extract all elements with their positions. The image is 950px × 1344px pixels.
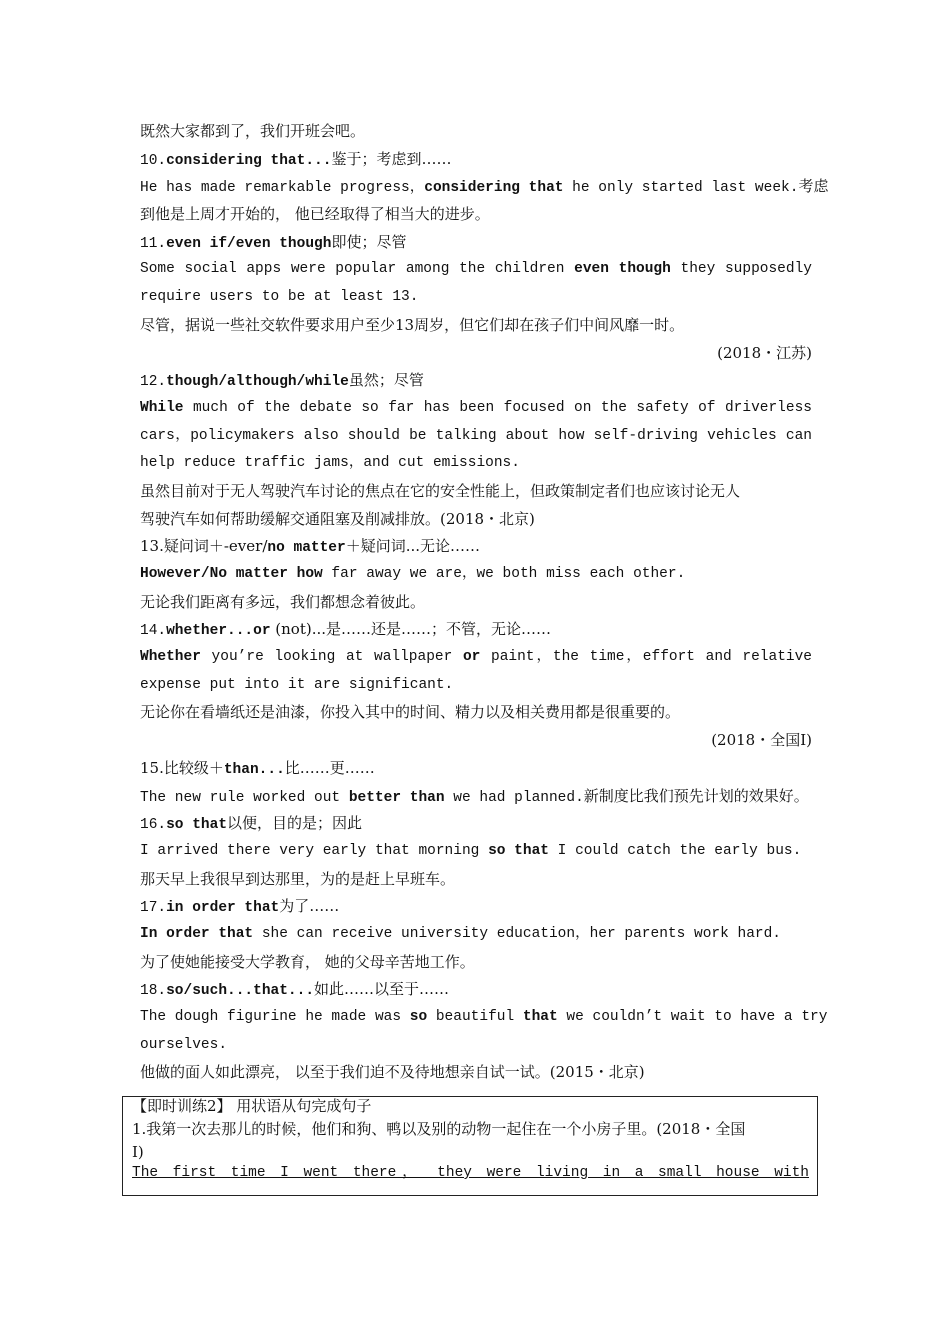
example-cn xyxy=(140,201,812,229)
cn-sentence: 到他是上周才开始的， 他已经取得了相当大的进步。 xyxy=(140,205,490,224)
phrase-meaning: 虽然；尽管 xyxy=(348,371,424,390)
example-cn xyxy=(140,949,812,977)
exercise-title: 【即时训练2】 用状语从句完成句子 xyxy=(132,1097,372,1115)
example-en xyxy=(140,921,812,949)
example-cn xyxy=(140,1059,812,1087)
phrase-bold: so that xyxy=(166,817,228,834)
phrase-bold: However/No matter how xyxy=(140,566,323,582)
example-en xyxy=(140,838,812,866)
phrase-bold: so that xyxy=(488,842,549,859)
phrase-bold: that xyxy=(522,1009,558,1025)
phrase-bold: though/although/while xyxy=(166,374,349,391)
example-text: help reduce traffic jams，and cut emissions. xyxy=(140,455,520,472)
example-en xyxy=(140,256,812,284)
example-text: The new rule worked out xyxy=(140,789,349,806)
phrase-bold: no matter xyxy=(267,540,346,557)
phrase-bold: even though xyxy=(574,261,671,278)
cn-sentence: 无论我们距离有多远，我们都想念着彼此。 xyxy=(140,592,426,611)
phrase-bold: Whether xyxy=(140,649,201,666)
item-number: 17. xyxy=(140,900,167,917)
example-en xyxy=(140,423,812,451)
example-text: I could catch the early bus. xyxy=(548,842,802,859)
example-en xyxy=(140,173,829,201)
example-cn xyxy=(140,312,812,340)
item-number: 11. xyxy=(140,235,167,252)
cn-sentence: 无论你在看墙纸还是油漆，你投入其中的时间、精力以及相关费用都是很重要的。 xyxy=(140,703,681,722)
example-text: we couldn’t wait to have a try xyxy=(557,1009,828,1025)
heading-17 xyxy=(140,893,812,921)
example-text: we had planned. xyxy=(444,789,584,806)
example-text: I arrived there very early that morning xyxy=(140,842,489,859)
heading-13 xyxy=(140,533,812,561)
example-text: The dough figurine he made was xyxy=(140,1009,410,1025)
example-cn: 考虑 xyxy=(798,177,829,196)
example-en xyxy=(140,783,812,811)
item-number: 10. xyxy=(140,152,167,169)
phrase-bold: even if/even though xyxy=(166,235,332,252)
example-text: much of the debate so far has been focused on the safety of driverless xyxy=(183,399,812,416)
heading-11 xyxy=(140,229,812,257)
heading-15 xyxy=(140,755,812,783)
heading-10 xyxy=(140,146,812,174)
phrase-bold: While xyxy=(140,399,184,416)
phrase-meaning: 鉴于；考虑到…… xyxy=(331,149,452,168)
cn-sentence: 他做的面人如此漂亮， 以至于我们迫不及待地想亲自试一试。(2015・北京) xyxy=(140,1063,645,1082)
phrase-meaning: 比……更…… xyxy=(284,758,375,777)
example-en xyxy=(140,1004,828,1032)
cn-sentence: 为了使她能接受大学教育， 她的父母辛苦地工作。 xyxy=(140,952,475,971)
example-text: He has made remarkable progress， xyxy=(140,180,425,197)
example-text: you’re looking at wallpaper xyxy=(200,649,463,666)
phrase-bold: considering that xyxy=(424,180,564,197)
phrase-bold: than... xyxy=(223,761,285,778)
example-text: he only started last week. xyxy=(563,180,799,197)
example-en xyxy=(140,672,812,700)
example-text: Some social apps were popular among the children xyxy=(140,261,575,278)
example-text: beautiful xyxy=(427,1009,523,1025)
example-text: cars，policymakers also should be talking about how self-driving vehicles can xyxy=(140,427,812,444)
phrase-bold: in order that xyxy=(166,900,280,917)
phrase-meaning: 为了…… xyxy=(279,897,340,916)
phrase-bold: so/such...that... xyxy=(166,983,315,1000)
phrase-bold: considering that... xyxy=(166,152,332,169)
citation-text: (2018・江苏) xyxy=(717,343,812,362)
exercise-question-cn: 1.我第一次去那儿的时候，他们和狗、鸭以及别的动物一起住在一个小房子里。(2018・全国 xyxy=(132,1120,746,1138)
example-en xyxy=(140,644,812,672)
heading-18 xyxy=(140,976,812,1004)
item-number: 14. xyxy=(140,623,167,640)
example-text: expense put into it are significant. xyxy=(140,676,454,693)
heading-12 xyxy=(140,367,812,395)
example-en xyxy=(140,450,812,478)
document-body xyxy=(140,118,829,1087)
phrase-bold: or xyxy=(462,649,481,666)
example-en xyxy=(140,284,812,312)
item-number: 13.疑问词＋-ever/ xyxy=(140,537,268,556)
source-citation xyxy=(140,727,812,755)
example-cn: 新制度比我们预先计划的效果好。 xyxy=(583,786,809,805)
example-en xyxy=(140,561,812,589)
phrase-meaning: ＋疑问词...无论…… xyxy=(345,537,481,556)
example-text: they supposedly xyxy=(670,261,812,278)
item-number: 15.比较级＋ xyxy=(140,758,224,777)
source-citation xyxy=(140,340,812,368)
cn-sentence: 虽然目前对于无人驾驶汽车讨论的焦点在它的安全性能上，但政策制定者们也应该讨论无人 xyxy=(140,481,741,500)
phrase-meaning: 如此……以至于…… xyxy=(314,980,450,999)
example-en xyxy=(140,395,812,423)
item-number: 12. xyxy=(140,374,167,391)
phrase-meaning: (not)...是……还是……；不管，无论…… xyxy=(270,620,552,639)
citation-text: (2018・全国Ⅰ) xyxy=(711,731,812,750)
phrase-meaning: 以便，目的是；因此 xyxy=(227,814,363,833)
phrase-bold: so xyxy=(409,1009,428,1025)
item-number: 16. xyxy=(140,817,167,834)
phrase-bold: In order that xyxy=(140,925,254,942)
exercise-question-cn-tail: Ⅰ) xyxy=(132,1143,144,1161)
text-line xyxy=(140,118,812,146)
example-text: far away we are，we both miss each other. xyxy=(322,566,686,582)
phrase-bold: better than xyxy=(348,789,445,806)
example-cn xyxy=(140,589,812,617)
phrase-bold: whether...or xyxy=(166,623,271,640)
example-text: she can receive university education，her parents work hard. xyxy=(253,925,782,942)
example-en xyxy=(140,1032,812,1060)
example-cn xyxy=(140,506,812,534)
example-cn xyxy=(140,478,812,506)
cn-sentence: 驾驶汽车如何帮助缓解交通阻塞及削减排放。(2018・北京) xyxy=(140,509,535,528)
example-text: require users to be at least 13. xyxy=(140,289,419,306)
exercise-box xyxy=(122,1096,818,1196)
cn-sentence: 那天早上我很早到达那里，为的是赶上早班车。 xyxy=(140,869,456,888)
phrase-meaning: 即使；尽管 xyxy=(331,232,407,251)
item-number: 18. xyxy=(140,983,167,1000)
example-cn xyxy=(140,866,812,894)
cn-sentence: 既然大家都到了，我们开班会吧。 xyxy=(140,122,366,140)
example-cn xyxy=(140,699,812,727)
example-text: paint，the time，effort and relative xyxy=(480,649,812,666)
heading-16 xyxy=(140,810,812,838)
cn-sentence: 尽管，据说一些社交软件要求用户至少13周岁，但它们却在孩子们中间风靡一时。 xyxy=(140,315,685,334)
exercise-answer-en: The first time I went there， they were living in a small house with xyxy=(132,1165,809,1181)
heading-14 xyxy=(140,616,812,644)
example-text: ourselves. xyxy=(140,1036,228,1053)
